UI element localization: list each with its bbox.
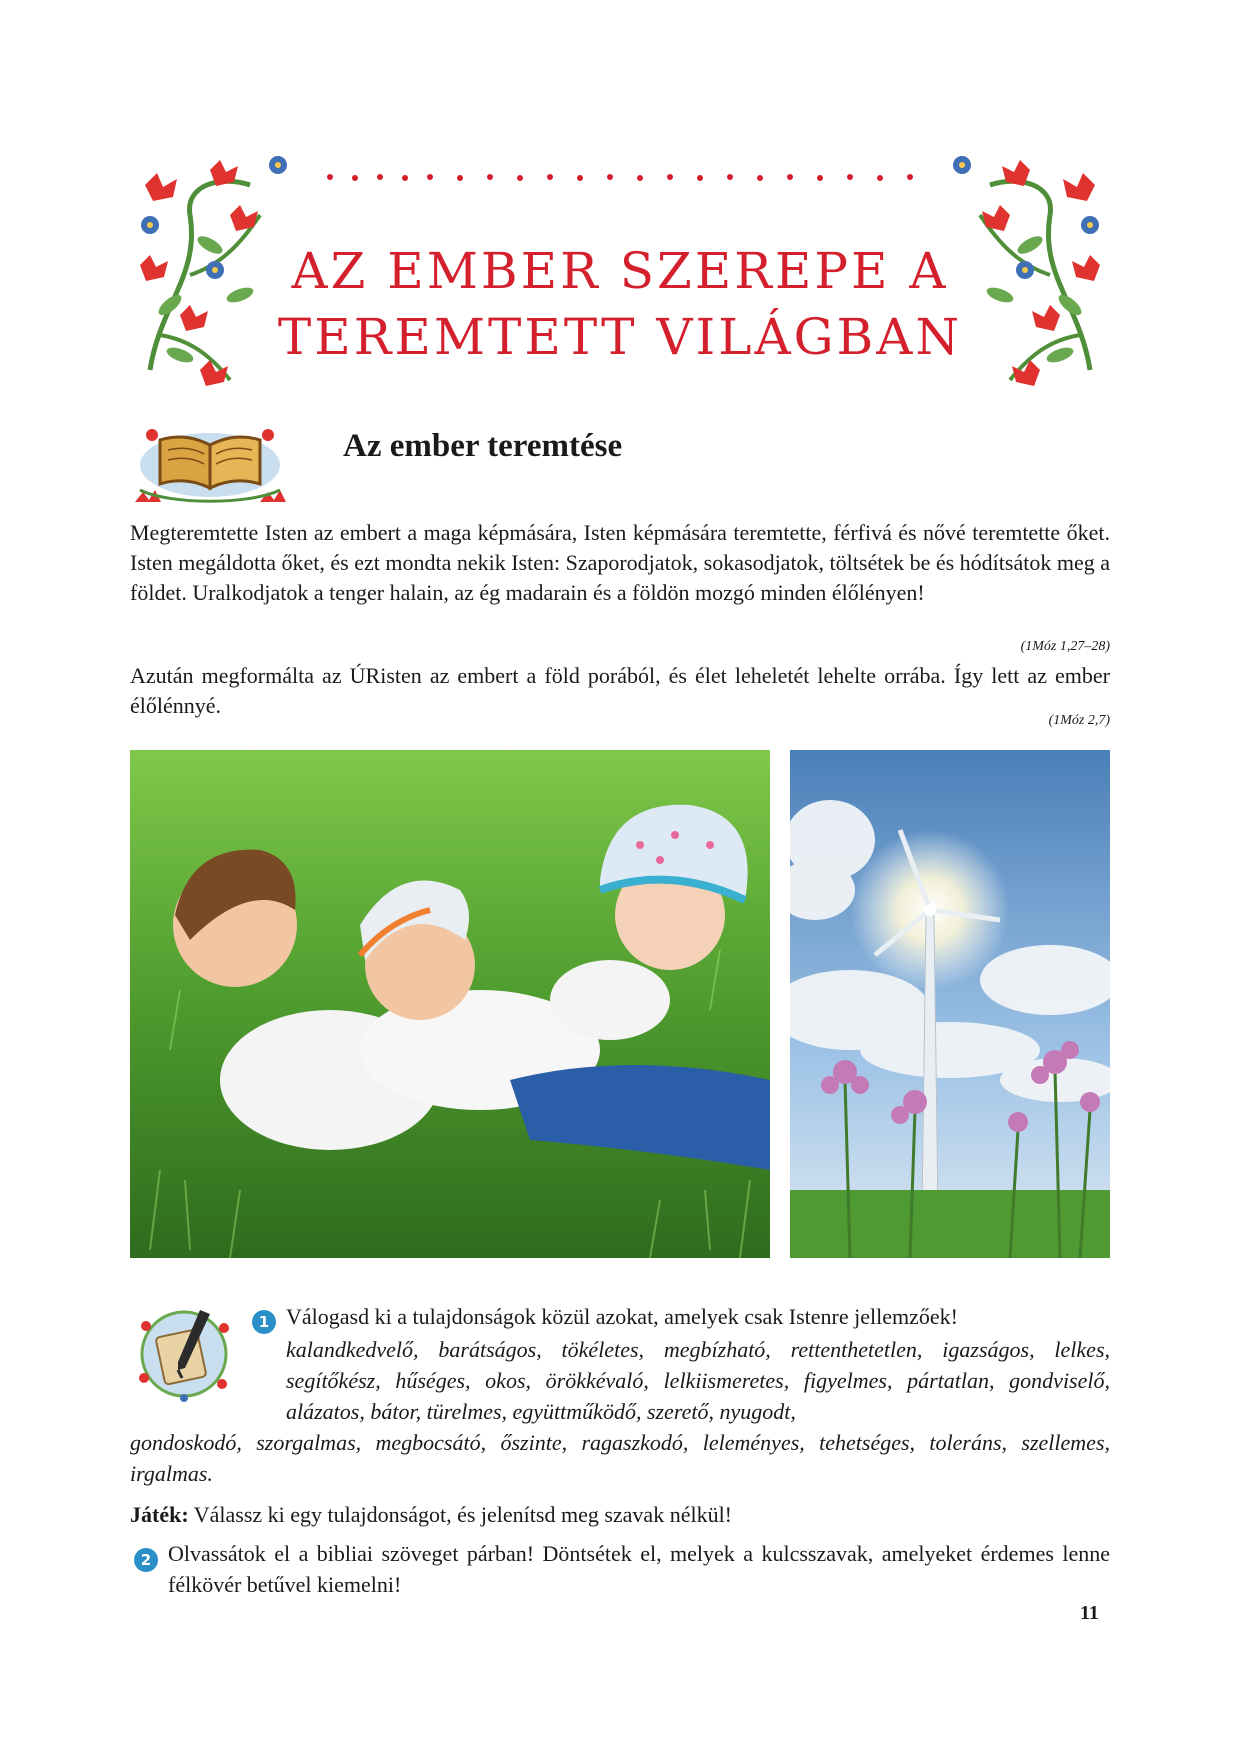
task1-words-part1: kalandkedvelő, barátságos, tökéletes, megbízható, rettenthetetlen, igazságos, lelkes, segítőkész, hűséges, okos, örökkévaló, lelkiismeretes, figyelmes, pártatlan, gondviselő, alázatos, bátor, türelmes, együttműködő, szerető, nyugodt,: [286, 1337, 1110, 1424]
dotted-border: [327, 174, 913, 181]
bible-reference-2: (1Móz 2,7): [1048, 713, 1110, 728]
page-title: [180, 238, 1060, 370]
page-title-line2: TEREMTETT VILÁGBAN: [277, 308, 963, 366]
page-title-line1: AZ EMBER SZEREPE A: [291, 242, 949, 300]
section-title: Az ember teremtése: [343, 428, 623, 464]
game-label: Játék:: [130, 1502, 189, 1527]
task1-word-list: [130, 1334, 1110, 1489]
game-instruction: [130, 1500, 732, 1530]
task1-prompt: Válogasd ki a tulajdonságok közül azokat, amelyek csak Istenre jellemzőek!: [286, 1304, 958, 1329]
children-on-grass-photo: [130, 750, 770, 1258]
task-number-badge-2: 2: [134, 1548, 158, 1572]
page-number: 11: [1080, 1602, 1099, 1624]
bible-passage-2: Azután megformálta az ÚRisten az embert a föld porából, és élet leheletét lehelte orrába. Így lett az ember élőlénnyé.: [130, 663, 1110, 718]
task1-words-part2: gondoskodó, szorgalmas, megbocsátó, őszinte, ragaszkodó, leleményes, tehetséges, toleráns, szellemes, irgalmas.: [130, 1430, 1110, 1486]
bible-reference-1: (1Móz 1,27–28): [1020, 639, 1110, 654]
game-text: Válassz ki egy tulajdonságot, és jelenítsd meg szavak nélkül!: [188, 1502, 733, 1527]
wind-turbine-photo: [790, 750, 1110, 1258]
task-number-badge-1: 1: [252, 1310, 276, 1334]
open-book-icon: [130, 410, 290, 510]
task2-prompt: Olvassátok el a bibliai szöveget párban! Döntsétek el, melyek a kulcsszavak, amelyeket érdemes lenne félkövér betűvel kiemelni!: [168, 1541, 1110, 1597]
bible-passage-1: Megteremtette Isten az embert a maga képmására, Isten képmására teremtette, férfivá és nővé teremtette őket. Isten megáldotta őket, és ezt mondta nekik Isten: Szaporodjatok, sokasodjatok, töltsétek be és hódítsátok meg a földet. Uralkodjatok a tenger halain, az ég madarain és a földön mozgó minden élőlényen!: [130, 520, 1110, 605]
